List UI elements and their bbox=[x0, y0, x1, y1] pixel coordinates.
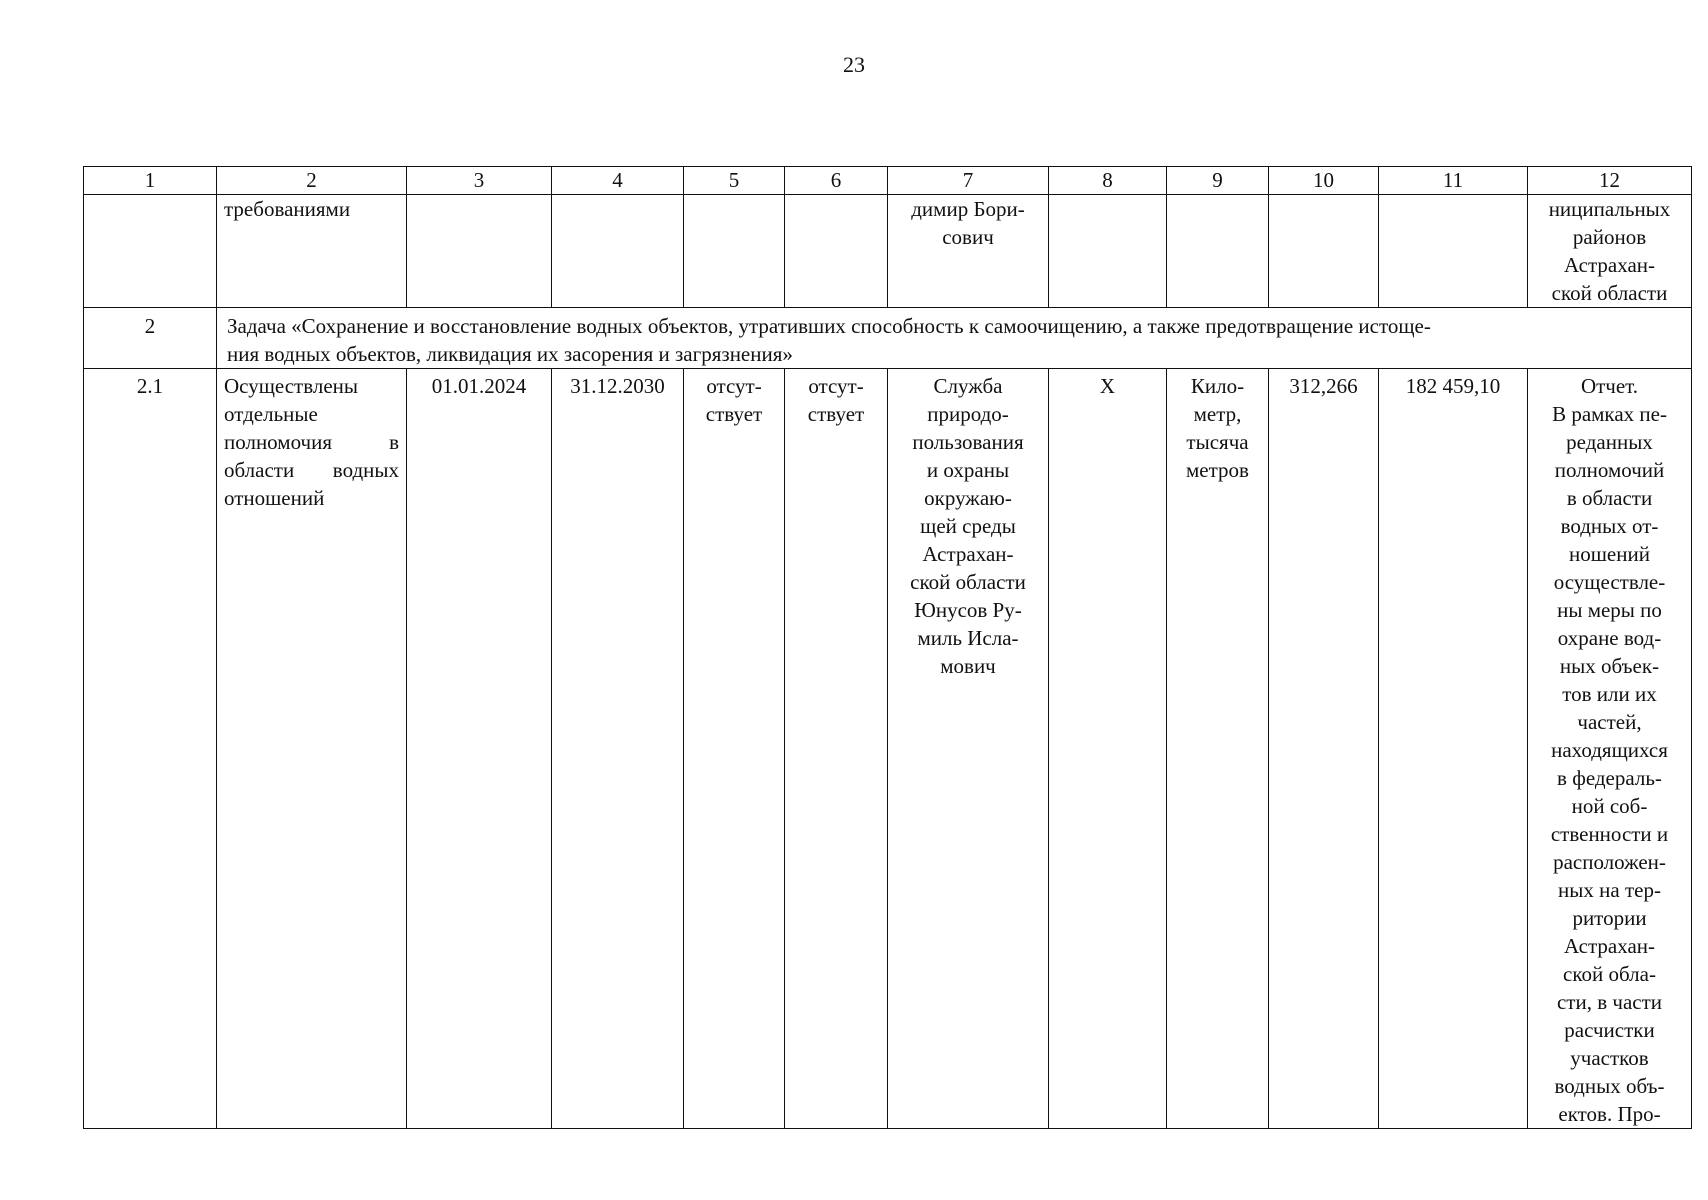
start-date: 01.01.2024 bbox=[407, 369, 552, 1129]
header-cell: 11 bbox=[1379, 167, 1528, 195]
indicator-value: 312,266 bbox=[1269, 369, 1379, 1129]
table-cell bbox=[1049, 195, 1167, 308]
result-description: Отчет. В рамках пе- реданных полномочий в области водных от- ношений осуществле- ны меры по охране вод- ных объек- тов или их частей, находящихся в федераль- ной соб- ственности и расположен- ных на тер- ритории Астрахан- ской обла- сти, в части расчистки участков водных объ- ектов. Про- bbox=[1528, 369, 1692, 1129]
table-cell: ниципальных районов Астрахан- ской области bbox=[1528, 195, 1692, 308]
table-cell bbox=[1269, 195, 1379, 308]
header-cell: 9 bbox=[1167, 167, 1269, 195]
table-cell bbox=[84, 195, 217, 308]
table-cell bbox=[1379, 195, 1528, 308]
table-cell bbox=[407, 195, 552, 308]
header-cell: 2 bbox=[217, 167, 407, 195]
continuation-row bbox=[84, 195, 1692, 308]
header-cell: 12 bbox=[1528, 167, 1692, 195]
responsible-executor: Служба природо- пользования и охраны окружаю- щей среды Астрахан- ской области Юнусов Ру- миль Исла- мович bbox=[888, 369, 1049, 1129]
page-number: 23 bbox=[843, 52, 865, 77]
table-cell: димир Бори- сович bbox=[888, 195, 1049, 308]
header-cell: 7 bbox=[888, 167, 1049, 195]
item-row bbox=[84, 369, 1692, 1129]
item-number: 2.1 bbox=[84, 369, 217, 1129]
funding-amount: 182 459,10 bbox=[1379, 369, 1528, 1129]
task-number: 2 bbox=[84, 308, 217, 369]
header-cell: 8 bbox=[1049, 167, 1167, 195]
program-table bbox=[83, 166, 1692, 1129]
end-date: 31.12.2030 bbox=[552, 369, 684, 1129]
header-row bbox=[84, 167, 1692, 195]
header-cell: 5 bbox=[684, 167, 785, 195]
header-cell: 4 bbox=[552, 167, 684, 195]
task-row bbox=[84, 308, 1692, 369]
table-cell bbox=[785, 195, 888, 308]
header-cell: 10 bbox=[1269, 167, 1379, 195]
table-cell: требованиями bbox=[217, 195, 407, 308]
table-cell bbox=[552, 195, 684, 308]
table-cell bbox=[684, 195, 785, 308]
table-cell bbox=[1167, 195, 1269, 308]
task-text: Задача «Сохранение и восстановление водных объектов, утративших способность к самоочищению, а также предотвращение истоще- ния водных объектов, ликвидация их засорения и загрязнения» bbox=[217, 308, 1692, 369]
header-cell: 3 bbox=[407, 167, 552, 195]
table-cell: отсут- ствует bbox=[684, 369, 785, 1129]
unit-of-measure: Кило- метр, тысяча метров bbox=[1167, 369, 1269, 1129]
table-cell: X bbox=[1049, 369, 1167, 1129]
table-cell: отсут- ствует bbox=[785, 369, 888, 1129]
item-name: Осуществлены отдельные полномочия в области водных отношений bbox=[217, 369, 407, 1129]
header-cell: 1 bbox=[84, 167, 217, 195]
header-cell: 6 bbox=[785, 167, 888, 195]
